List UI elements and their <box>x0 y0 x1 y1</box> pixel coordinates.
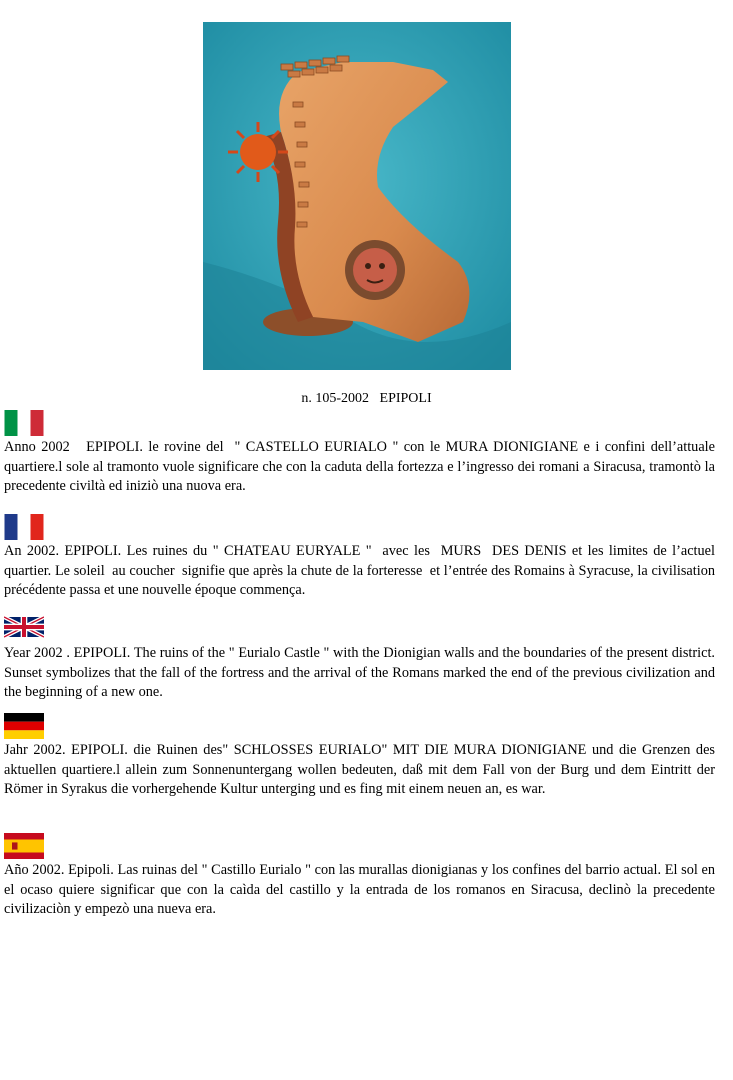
german-text: Jahr 2002. EPIPOLI. die Ruinen des" SCHLOSSES EURIALO" MIT DIE MURA DIONIGIANE und die Grenzen des aktuellen quartiere.l allein zum Sonnenuntergang wollen bedeuten, daß mit dem Fall von der Burg und dem Eintritt der Römer in Syrakus die vorhergehende Kultur unterging und es fing mit einem neuen an, es war. <box>4 742 719 797</box>
french-text: An 2002. EPIPOLI. Les ruines du " CHATEAU EURYALE " avec les MURS DES DENIS et les limites de l’actuel quartier. Le soleil au coucher signifie que après la chute de la forteresse et l’entrée des Romains à Syracuse, la civilisation précédente passa et une nouvelle époque commença. <box>4 543 719 598</box>
section-english <box>4 616 719 703</box>
germany-flag-icon <box>4 713 44 739</box>
italy-flag-icon <box>4 410 44 436</box>
france-flag-icon <box>4 514 44 540</box>
italian-text: Anno 2002 EPIPOLI. le rovine del " CASTELLO EURIALO " con le MURA DIONIGIANE e i confini dell’attuale quartiere.l sole al tramonto vuole significare che con la caduta della fortezza e l’ingresso dei romani a Siracusa, tramontò la precedente civiltà ed iniziò una nuova era. <box>4 439 719 494</box>
section-german <box>4 713 719 800</box>
sculpture-photo <box>203 22 511 370</box>
section-french <box>4 514 719 601</box>
spain-flag-icon <box>4 833 44 859</box>
spanish-text: Año 2002. Epipoli. Las ruinas del " Castillo Eurialo " con las murallas dionigianas y los confines del barrio actual. El sol en el ocaso quiere significar que con la caìda del castillo y la entrada de los romanos en Siracusa, declinò la precedente civilizaciòn y empezò una nueva era. <box>4 862 719 917</box>
sculpture-image <box>203 22 511 370</box>
english-text: Year 2002 . EPIPOLI. The ruins of the " Eurialo Castle " with the Dionigian walls and the boundaries of the present district. Sunset symbolizes that the fall of the fortress and the arrival of the Romans marked the end of the previous civilization and the beginning of a new one. <box>4 645 719 700</box>
section-italian <box>4 410 719 497</box>
uk-flag-icon <box>4 616 44 642</box>
section-spanish <box>4 833 719 920</box>
photo-caption: n. 105-2002 EPIPOLI <box>301 391 432 406</box>
